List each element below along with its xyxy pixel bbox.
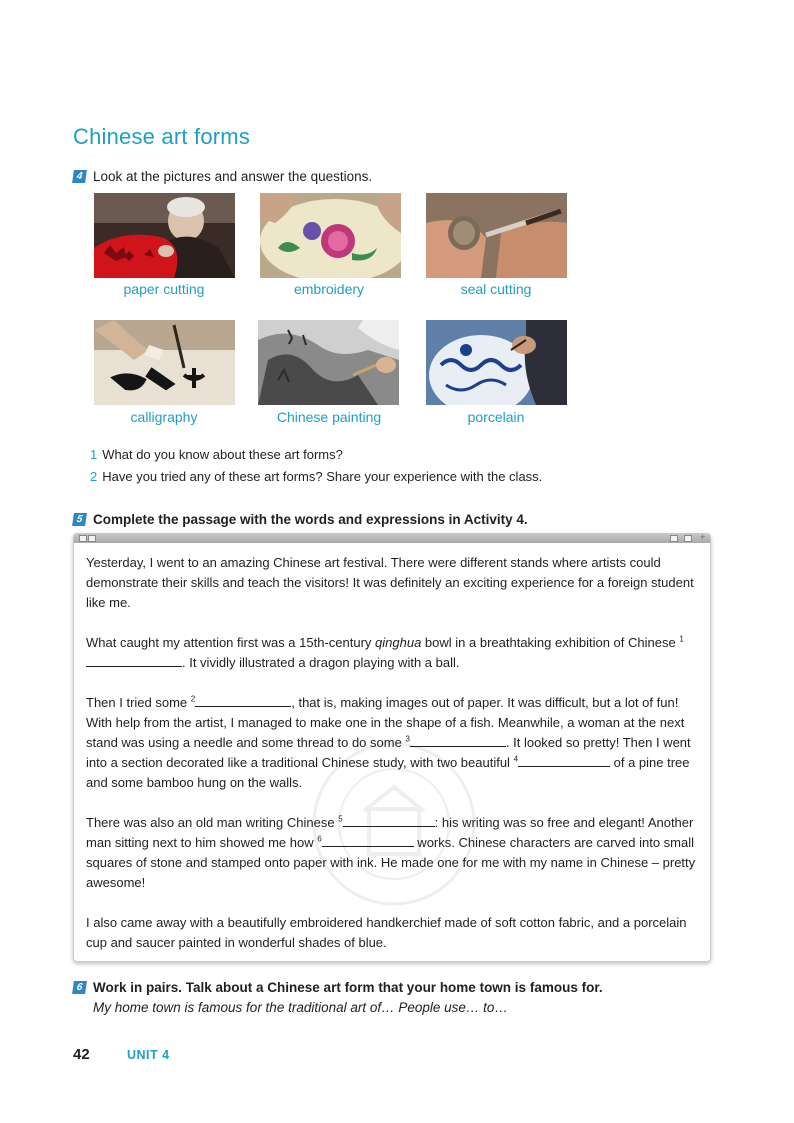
passage-text (86, 553, 698, 953)
blank-6[interactable] (322, 833, 414, 847)
chinese-painting-photo (258, 320, 399, 405)
activity-4-header (73, 169, 372, 184)
passage-paragraph: I also came away with a beautifully embroidered handkerchief made of soft cotton fabric, and a porcelain cup and saucer painted in wonderful shades of blue. (86, 915, 687, 950)
blank-number: 2 (190, 694, 196, 704)
expand-icon[interactable] (670, 535, 678, 542)
question-1: 1 What do you know about these art forms? (90, 447, 343, 462)
label-calligraphy: calligraphy (130, 409, 198, 425)
section-title: Chinese art forms (73, 124, 251, 149)
blank-number: 1 (679, 634, 684, 644)
activity-4-questions (90, 444, 542, 488)
embroidery-photo (260, 193, 401, 278)
blank-number: 5 (338, 814, 343, 824)
activity-number-badge: 4 (72, 170, 87, 183)
page-number: 42 (73, 1046, 90, 1063)
activity-6-instruction: Work in pairs. Talk about a Chinese art form that your home town is famous for. (93, 980, 603, 995)
blank-4[interactable] (518, 753, 610, 767)
activity-6-example: My home town is famous for the traditional art of… People use… to… (93, 1000, 508, 1015)
activity-6-header (73, 980, 603, 995)
activity-number-badge: 5 (72, 513, 87, 526)
blank-5[interactable] (343, 813, 435, 827)
window-control-icon[interactable] (88, 535, 96, 542)
blank-number: 3 (405, 734, 410, 744)
plus-icon[interactable]: + (700, 532, 706, 542)
label-seal-cutting: seal cutting (460, 281, 532, 297)
unit-label: UNIT 4 (127, 1048, 170, 1062)
passage-paragraph: Yesterday, I went to an amazing Chinese art festival. There were different stands where artists could demonstrate their skills and teach the visitors! It was definitely an exciting experience for a foreign student like me. (86, 555, 694, 610)
passage-box-titlebar (74, 534, 710, 543)
label-chinese-painting: Chinese painting (276, 409, 382, 425)
label-embroidery: embroidery (293, 281, 365, 297)
window-control-icon[interactable] (79, 535, 87, 542)
activity-4-instruction: Look at the pictures and answer the questions. (93, 169, 373, 184)
label-paper-cutting: paper cutting (123, 281, 205, 297)
calligraphy-photo (94, 320, 235, 405)
seal-cutting-photo (426, 193, 567, 278)
blank-3[interactable] (410, 733, 506, 747)
passage-paragraph: Then I tried some $^2$ , that is, making images out of paper. It was difficult, but a lot of fun! With help from the artist, I managed to make one in the shape of a fish. Meanwhile, a woman at the next stand was using a needle and some thread to do some $^3$ . It looked so pretty! Then I went into a section decorated like a traditional Chinese study, with two beautiful $^4$ of a pine tree and some bamboo hung on the walls. (86, 694, 691, 790)
blank-number: 4 (513, 754, 519, 764)
label-porcelain: porcelain (467, 409, 525, 425)
blank-2[interactable] (195, 693, 291, 707)
paper-cutting-photo (94, 193, 235, 278)
resize-icon[interactable] (684, 535, 692, 542)
blank-number: 6 (317, 834, 322, 844)
activity-number-badge: 6 (72, 981, 87, 994)
blank-1[interactable] (86, 653, 182, 667)
passage-paragraph: What caught my attention first was a 15th-century qinghua bowl in a breathtaking exhibition of Chinese $^1$. It vividly illustrated a dragon playing with a ball. (86, 634, 684, 670)
passage-box (73, 533, 711, 962)
porcelain-photo (426, 320, 567, 405)
question-2: 2 Have you tried any of these art forms? Share your experience with the class. (90, 469, 543, 484)
activity-5-instruction: Complete the passage with the words and expressions in Activity 4. (93, 512, 528, 527)
activity-5-header (73, 512, 528, 527)
passage-paragraph: There was also an old man writing Chinese $^5$ : his writing was so free and elegant! Another man sitting next to him showed me how $^6$ works. Chinese characters are carved into small squares of stone and stamped onto paper with ink. He made one for me with my name in Chinese – pretty awesome! (86, 814, 696, 890)
